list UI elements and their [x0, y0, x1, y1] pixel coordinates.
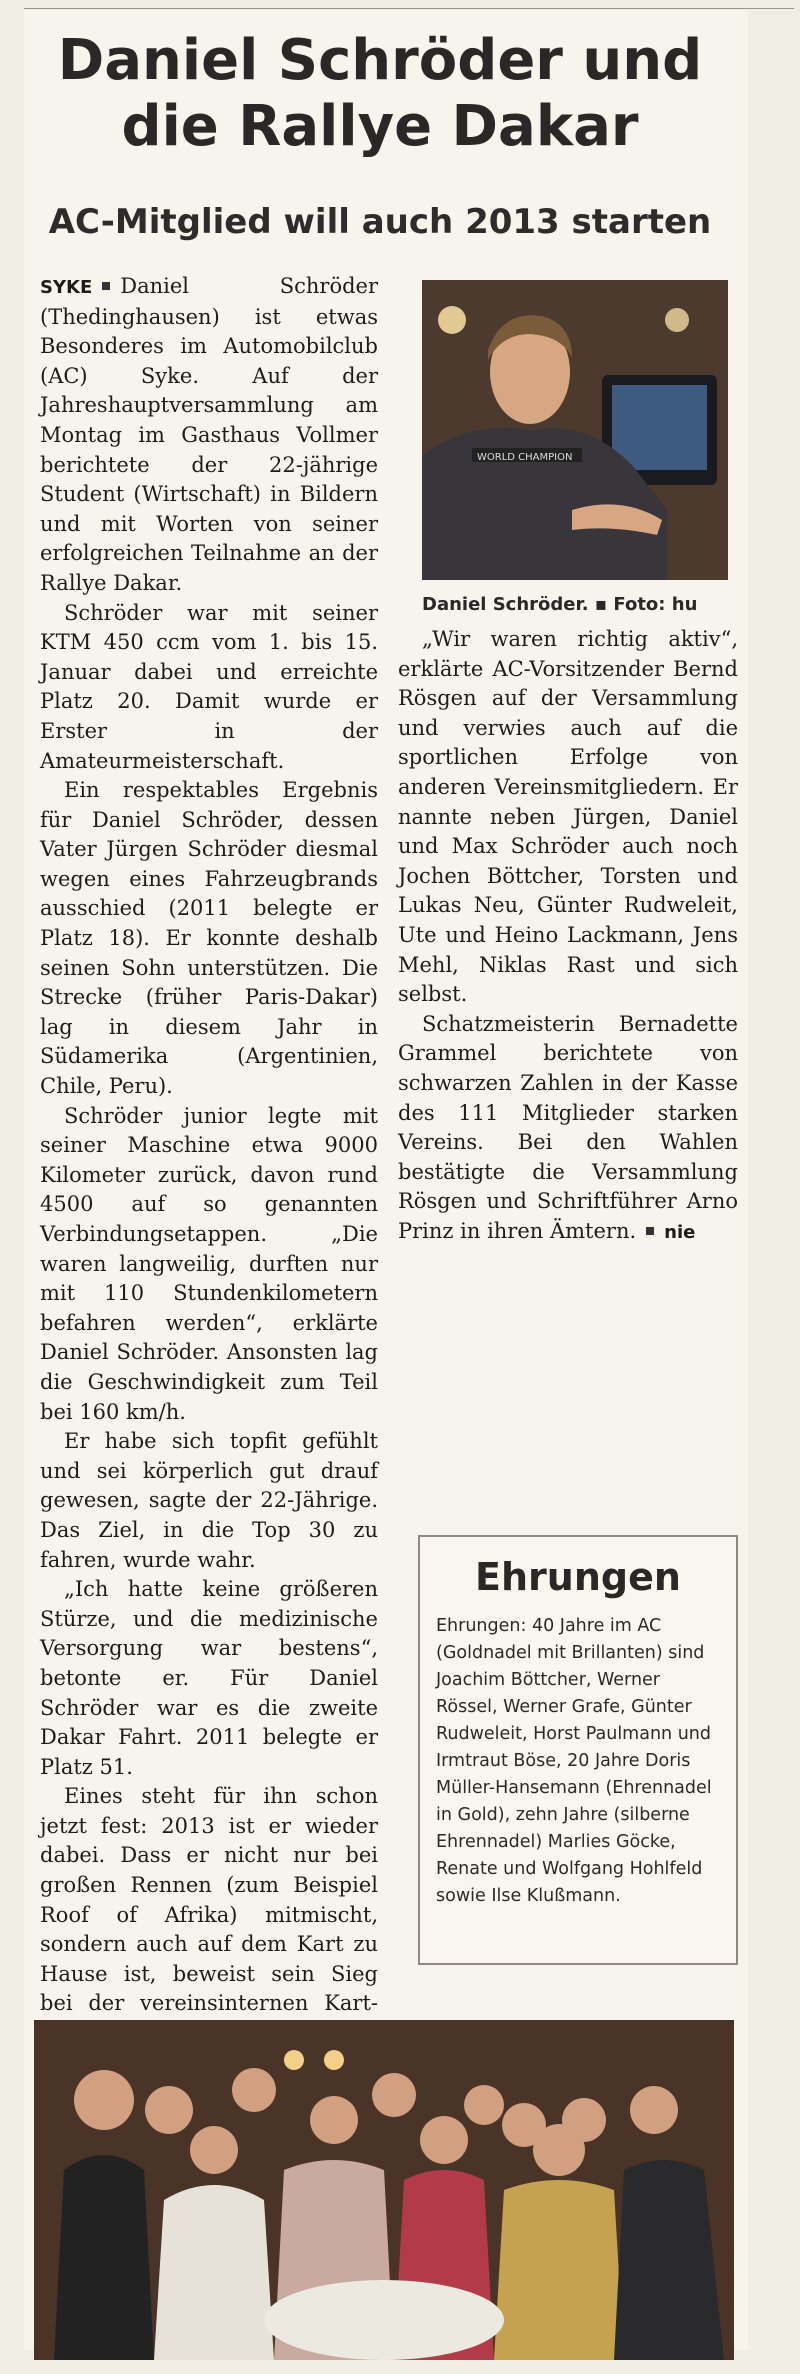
article-paragraph-4: Schröder junior legte mit seiner Maschine etwa 9000 Kilometer zurück, davon rund 4500 auf so genannten Verbindungsetappen. „Die waren langweilig, durften nur mit 110 Stundenkilometern befahren werden“, erklärte Daniel Schröder. Ansonsten lag die Geschwindigkeit zum Teil bei 160 km/h. [40, 1103, 378, 1424]
article-paragraph-9: Schatzmeisterin Bernadette Grammel berichtete von schwarzen Zahlen in der Kasse des 111 Mitglieder starken Vereins. Bei den Wahlen bestätigte die Versammlung Rösgen und Schriftführer Arno Prinz in ihren Ämtern. nie [398, 1011, 738, 1243]
bullet-icon [102, 282, 110, 290]
subheadline: AC-Mitglied will auch 2013 starten [48, 202, 712, 242]
photo-caption: Daniel Schröder. ▪ Foto: hu [422, 594, 698, 615]
portrait-illustration [422, 280, 728, 580]
article-paragraph-7: Eines steht für ihn schon jetzt fest: 2013 ist er wieder dabei. Dass er nicht nur bei großen Rennen (zum Beispiel Roof of Afrika) mitmischt, sondern auch auf dem Kart zu Hause ist, beweist sein Sieg bei der vereinsinternen Kart- [40, 1784, 378, 2016]
group-illustration [34, 2020, 734, 2360]
article-paragraph-1: SYKE Daniel Schröder (Thedinghausen) ist etwas Besonderes im Automobilclub (AC) Syke. Auf der Jahreshauptversammlung am Montag im Gasthaus Vollmer berichtete der 22-jährige Student (Wirtschaft) in Bildern und mit Worten von seiner erfolgreichen Teilnahme an der Rallye Dakar. [40, 274, 378, 595]
portrait-photo [422, 280, 728, 580]
top-rule [24, 8, 794, 9]
shirt-print: WORLD CHAMPION [477, 452, 573, 463]
article-paragraph-3: Ein respektables Ergebnis für Daniel Schröder, dessen Vater Jürgen Schröder diesmal wegen eines Fahrzeugbrands ausschied (2011 belegte er Platz 18). Er konnte deshalb seinen Sohn unterstützen. Die Strecke (früher Paris-Dakar) lag in diesem Jahr in Südamerika (Argentinien, Chile, Peru). [40, 778, 378, 1099]
article-paragraph-5: Er habe sich topfit gefühlt und sei körperlich gut drauf gewesen, sagte der 22-Jährige. Das Ziel, in die Top 30 zu fahren, wurde wahr. [40, 1429, 378, 1572]
headline-line-2: die Rallye Dakar [121, 94, 639, 159]
article-column-left [40, 272, 378, 2078]
dateline: SYKE [40, 277, 93, 298]
article-column-right [398, 625, 738, 1247]
honors-title: Ehrungen [475, 1555, 681, 1599]
headline-line-1: Daniel Schröder und [57, 28, 703, 93]
headline [40, 28, 720, 160]
article-paragraph-6: „Ich hatte keine größeren Stürze, und die medizinische Versorgung war bestens“, betonte er. Für Daniel Schröder war es die zweite Dakar Fahrt. 2011 belegte er Platz 51. [40, 1577, 378, 1779]
article-paragraph-2: Schröder war mit seiner KTM 450 ccm vom 1. bis 15. Januar dabei und erreichte Platz 20. Damit wurde er Erster in der Amateurmeisterschaft. [40, 600, 378, 773]
article-paragraph-8: „Wir waren richtig aktiv“, erklärte AC-Vorsitzender Bernd Rösgen auf der Versammlung und verwies auch auf die sportlichen Erfolge von anderen Vereinsmitgliedern. Er nannte neben Jürgen, Daniel und Max Schröder auch noch Jochen Böttcher, Torsten und Lukas Neu, Günter Rudweleit, Ute und Heino Lackmann, Jens Mehl, Niklas Rast und sich selbst. [398, 627, 738, 1007]
author-initials: nie [664, 1221, 696, 1243]
honors-text: Ehrungen: 40 Jahre im AC (Goldnadel mit Brillanten) sind Joachim Böttcher, Werner Rössel, Werner Grafe, Günter Rudweleit, Horst Paulmann und Irmtraut Böse, 20 Jahre Doris Müller-Hansemann (Ehrennadel in Gold), zehn Jahre (silberne Ehrennadel) Marlies Göcke, Renate und Wolfgang Hohlfeld sowie Ilse Klußmann. [436, 1616, 712, 1906]
group-photo [34, 2020, 734, 2360]
bullet-icon [646, 1227, 654, 1235]
honors-box [418, 1535, 738, 1965]
